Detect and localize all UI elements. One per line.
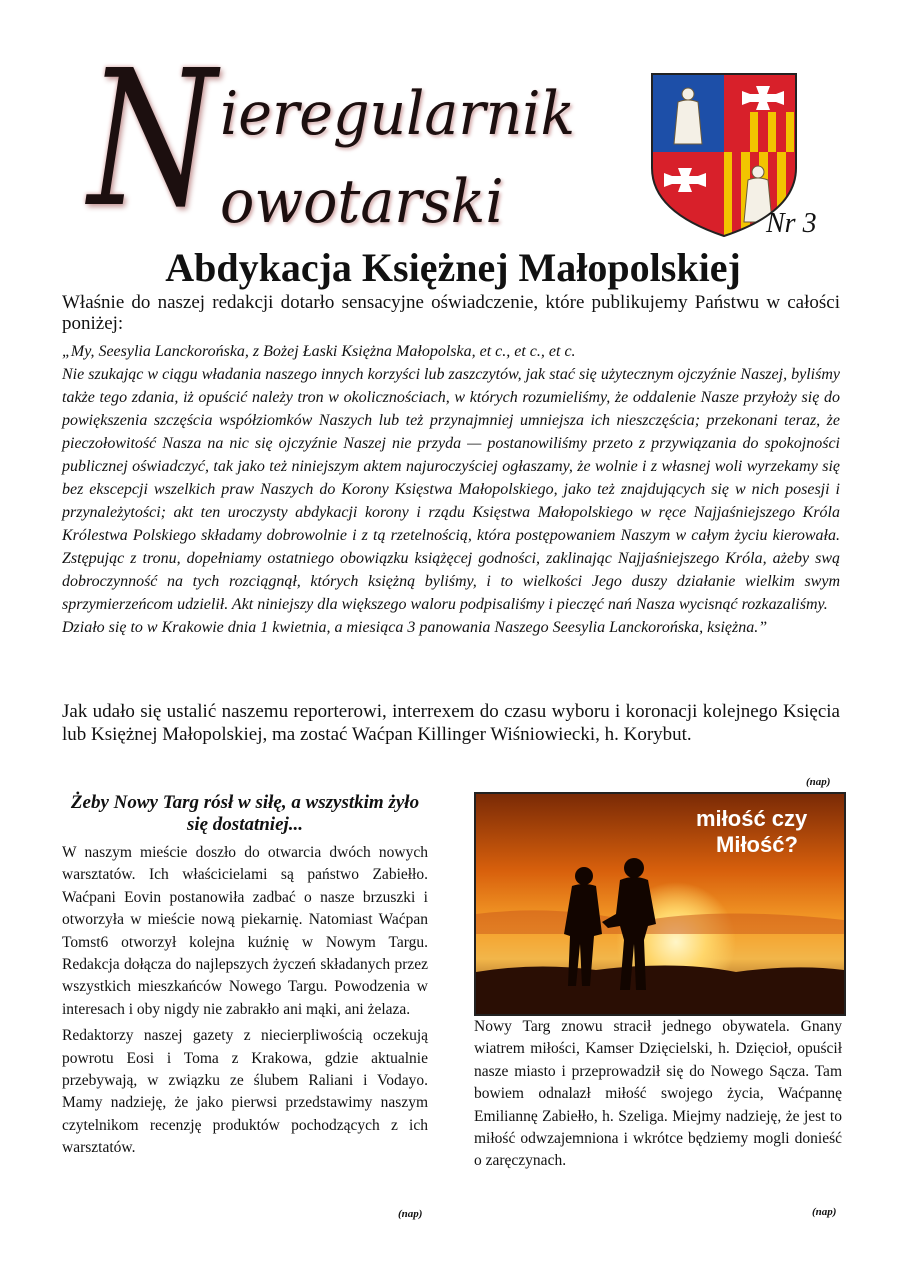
left-column-article	[62, 792, 428, 1164]
sunset-couple-photo	[474, 792, 846, 1016]
photo-caption-line2: Miłość?	[716, 832, 798, 857]
photo-caption-line1: miłość czy	[696, 806, 808, 831]
left-column-signature: (nap)	[398, 1208, 423, 1220]
abdication-quote	[62, 340, 840, 639]
quote-paragraph: Nie szukając w ciągu władania naszego innych korzyści lub zaszczytów, jak stać się użytecznym ojczyźnie Naszej, byliśmy także tego zdania, iż opuścić należy tron w okolicznościach, w których rozumieliśmy, że oddalenie Nasze przyłoży się do powiększenia szczęścia współziomków Naszych lub też przynajmniej umniejsza ich nieszczęścia; przekonani teraz, że pieczołowitość Nasza na nic się ojczyźnie Naszej nie przyda — postanowiliśmy przeto z przywiązania do spokojności publicznej oświadczyć, tak jako też niniejszym aktem najuroczyściej ogłaszamy, że wolnie i z własnej woli wyrzekamy się bez ekscepcji wszelkich praw Naszych do Korony Księstwa Małopolskiego, jako też znajdujących się w nich posesji i przynależytości; akt ten uroczysty abdykacji korony i rządu Księstwa Małopolskiego w ręce Najjaśniejszego Króla Królestwa Polskiego składamy dobrowolnie i z tą rzetelnością, która postępowaniem Naszym w całym życiu kierowała. Zstępując z tronu, dopełniamy ostatniego obowiązku książęcej godności, zaklinając Najjaśniejszego Króla, ażeby swą dobroczynność na tych rozciągnął, których księżną byliśmy, i to wielkości Jego duszy działanie wielkim swym sprzymierzeńcom udzielił. Akt niniejszy dla większego waloru podpisaliśmy i pieczęć nań Nasza wycisnąć rozkazaliśmy.	[62, 366, 840, 613]
right-column-signature: (nap)	[812, 1206, 837, 1218]
quote-paragraph: Działo się to w Krakowie dnia 1 kwietnia, a miesiąca 3 panowania Naszego Seesylia Lanckorońska, księżna.”	[62, 619, 768, 636]
left-column-paragraph: Redaktorzy naszej gazety z niecierpliwością oczekują powrotu Eosi i Toma z Krakowa, gdzie aktualnie przebywają, w związku ze ślubem Raliani i Vodayo. Mamy nadzieję, że jako pierwsi przedstawimy naszym czytelnikom recenzję produktów pochodzących z ich warsztatów.	[62, 1027, 428, 1157]
intro-paragraph: Właśnie do naszej redakcji dotarło sensacyjne oświadczenie, które publikujemy Państwu w całości poniżej:	[62, 292, 840, 334]
right-column-paragraph: Nowy Targ znowu stracił jednego obywatela. Gnany wiatrem miłości, Kamser Dzięcielski, h. Dzięcioł, opuścił nasze miasto i przeprowadził się do Nowego Sącza. Tam bowiem odnalazł miłość swojego życia, Waćpannę Emiliannę Zabiełło, h. Szeliga. Miejmy nadzieję, że jest to miłość odwzajemniona i wkrótce będziemy mogli donieść o zaręczynach.	[474, 1018, 842, 1170]
headline: Abdykacja Księżnej Małopolskiej	[165, 245, 741, 290]
quote-paragraph: „My, Seesylia Lanckorońska, z Bożej Łaski Księżna Małopolska, et c., et c., et c.	[62, 343, 576, 360]
closing-paragraph: Jak udało się ustalić naszemu reporterowi, interrexem do czasu wyboru i koronacji kolejnego Księcia lub Księżnej Małopolskiej, ma zostać Waćpan Killinger Wiśniowiecki, h. Korybut.	[62, 701, 840, 745]
left-column-heading: Żeby Nowy Targ rósł w siłę, a wszystkim żyło się dostatniej...	[70, 792, 420, 835]
masthead	[70, 30, 660, 250]
article-signature: (nap)	[806, 776, 831, 788]
masthead-word-top: ieregularnik	[220, 79, 576, 149]
issue-number: Nr 3	[766, 208, 817, 239]
masthead-word-bottom: owotarski	[220, 167, 504, 237]
masthead-initial: N	[88, 30, 217, 249]
left-column-paragraph: W naszym mieście doszło do otwarcia dwóch nowych warsztatów. Ich właścicielami są państwo Zabiełło. Waćpani Eovin postanowiła zadbać o nasze brzuszki i otworzyła w mieście nową piekarnię. Natomiast Waćpan Tomst6 otworzył kolejna kuźnię w Nowym Targu. Redakcja dołącza do najlepszych życzeń składanych przez wszystkich mieszkańców Nowego Targu. Powodzenia w interesach i oby nigdy nie zabrakło ani mąki, ani żelaza.	[62, 844, 428, 1018]
